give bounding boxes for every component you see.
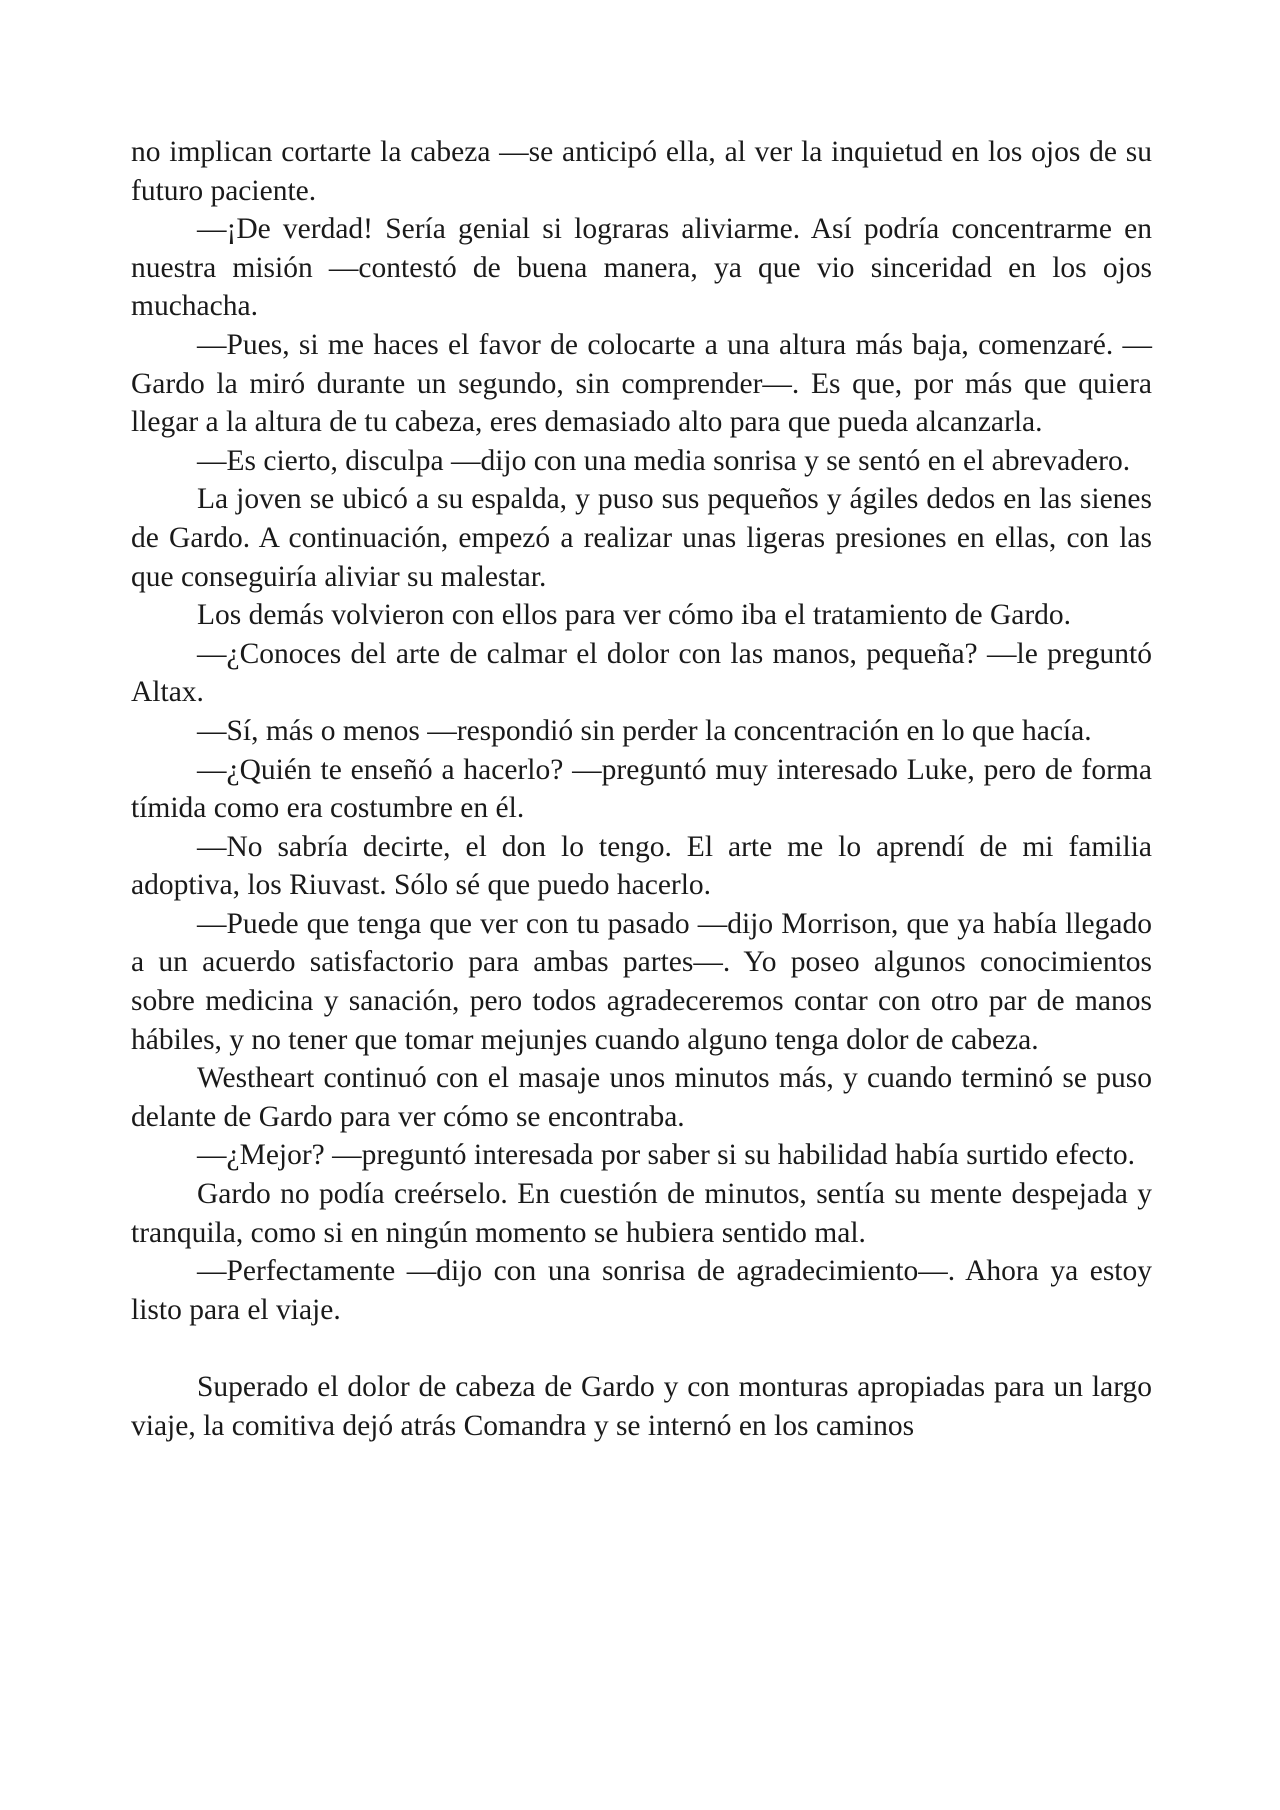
paragraph-dialogue: —Es cierto, disculpa —dijo con una media sonrisa y se sentó en el abrevadero. — [197, 444, 1131, 477]
paragraph-narration: Westheart continuó con el masaje unos minutos más, y cuando terminó se puso delante de Gardo para ver cómo se encontraba. — [131, 1062, 1152, 1133]
paragraph-continued: no implican cortarte la cabeza —se anticipó ella, al ver la inquietud en los ojos de su futuro paciente. — [131, 136, 1152, 207]
paragraph-narration: Superado el dolor de cabeza de Gardo y con monturas apropiadas para un largo viaje, la comitiva dejó atrás Comandra y se internó en los caminos — [131, 1371, 1152, 1442]
paragraph-dialogue: —Sí, más o menos —respondió sin perder la concentración en lo que hacía. — [197, 714, 1092, 747]
section-break — [131, 1329, 1152, 1368]
paragraph-narration: La joven se ubicó a su espalda, y puso sus pequeños y ágiles dedos en las sienes de Gardo. A continuación, empezó a realizar unas ligeras presiones en ellas, con las que conseguiría aliviar su malestar. — [131, 483, 1152, 593]
paragraph-dialogue: —No sabría decirte, el don lo tengo. El arte me lo aprendí de mi familia adoptiva, los Riuvast. Sólo sé que puedo hacerlo. — [131, 830, 1152, 902]
paragraph-dialogue: —¿Conoces del arte de calmar el dolor con las manos, pequeña? —le preguntó Altax. — [131, 637, 1152, 709]
paragraph-dialogue: —Puede que tenga que ver con tu pasado —dijo Morrison, que ya había llegado a un acuerdo satisfactorio para ambas partes—. Yo poseo algunos conocimientos sobre medicina y sanación, pero todos agradeceremos contar con otro par de manos hábiles, y no tener que tomar mejunjes cuando alguno tenga dolor de cabeza. — [131, 907, 1152, 1056]
book-page-body — [131, 133, 1152, 1445]
paragraph-dialogue: —¿Quién te enseñó a hacerlo? —preguntó muy interesado Luke, pero de forma tímida como era costumbre en él. — [131, 753, 1152, 825]
paragraph-dialogue: —¡De verdad! Sería genial si lograras aliviarme. Así podría concentrarme en nuestra misión —contestó de buena manera, ya que vio sinceridad en los ojos muchacha. — [131, 213, 1152, 323]
paragraph-narration: Gardo no podía creérselo. En cuestión de minutos, sentía su mente despejada y tranquila, como si en ningún momento se hubiera sentido mal. — [131, 1178, 1152, 1249]
paragraph-dialogue: —Perfectamente —dijo con una sonrisa de agradecimiento—. Ahora ya estoy listo para el viaje. — [131, 1255, 1152, 1326]
paragraph-dialogue: —¿Mejor? —preguntó interesada por saber si su habilidad había surtido efecto. — [197, 1139, 1135, 1172]
paragraph-narration: Los demás volvieron con ellos para ver cómo iba el tratamiento de Gardo. — [197, 599, 1072, 632]
paragraph-dialogue: —Pues, si me haces el favor de colocarte a una altura más baja, comenzaré. —Gardo la miró durante un segundo, sin comprender—. Es que, por más que quiera llegar a la altura de tu cabeza, eres demasiado alto para que pueda alcanzarla. — [131, 328, 1152, 439]
